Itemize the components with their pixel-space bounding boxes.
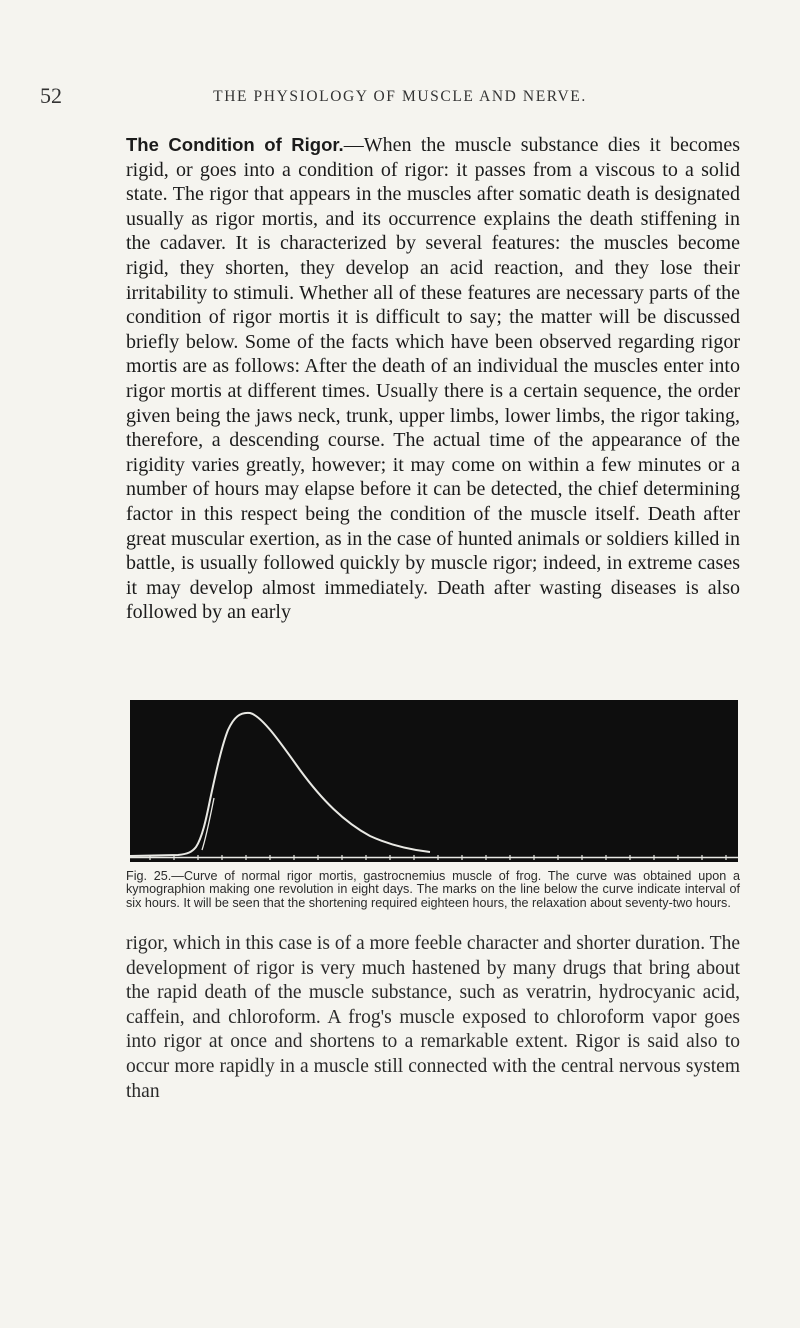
rigor-curve-plot <box>130 700 738 862</box>
figure-caption: Fig. 25.—Curve of normal rigor mortis, gastrocnemius muscle of frog. The curve was obtained upon a kymographion making one revolution in eight days. The marks on the line below the curve indicate interval of six hours. It will be seen that the shortening required eighteen hours, the relaxation about seventy-two hours. <box>126 869 740 910</box>
page-number: 52 <box>40 83 62 108</box>
section-heading: The Condition of Rigor. <box>126 134 344 155</box>
rigor-curve-trace <box>130 713 430 856</box>
paragraph-1 <box>126 133 740 625</box>
rigor-curve-figure <box>130 700 738 862</box>
running-head: THE PHYSIOLOGY OF MUSCLE AND NERVE. <box>213 88 587 105</box>
paragraph-2: rigor, which in this case is of a more feeble character and shorter duration. The development of rigor is very much hastened by many drugs that bring about the rapid death of the muscle substance, such as veratrin, hydrocyanic acid, caffein, and chloroform. A frog's muscle exposed to chloroform vapor goes into rigor at once and shortens to a remarkable extent. Rigor is said also to occur more rapidly in a muscle still connected with the central nervous system than <box>126 933 740 1102</box>
paragraph-1-text: —When the muscle substance dies it becomes rigid, or goes into a condition of rigor: it passes from a viscous to a solid state. The rigor that appears in the muscles after somatic death is designated usually as rigor mortis, and its occurrence explains the death stiffening in the cadaver. It is characterized by several features: the muscles become rigid, they shorten, they develop an acid reaction, and they lose their irritability to stimuli. Whether all of these features are necessary parts of the condition of rigor mortis it is difficult to say; the matter will be discussed briefly below. Some of the facts which have been observed regarding rigor mortis are as follows: After the death of an individual the muscles enter into rigor mortis at different times. Usually there is a certain sequence, the order given being the jaws neck, trunk, upper limbs, lower limbs, the rigor taking, therefore, a descending course. The actual time of the appearance of the rigidity varies greatly, however; it may come on within a few minutes or a number of hours may elapse before it can be detected, the chief determining factor in this respect being the condition of the muscle itself. Death after great muscular exertion, as in the case of hunted animals or soldiers killed in battle, is usually followed quickly by muscle rigor; indeed, in extreme cases it may develop almost immediately. Death after wasting diseases is also followed by an early <box>126 134 740 624</box>
